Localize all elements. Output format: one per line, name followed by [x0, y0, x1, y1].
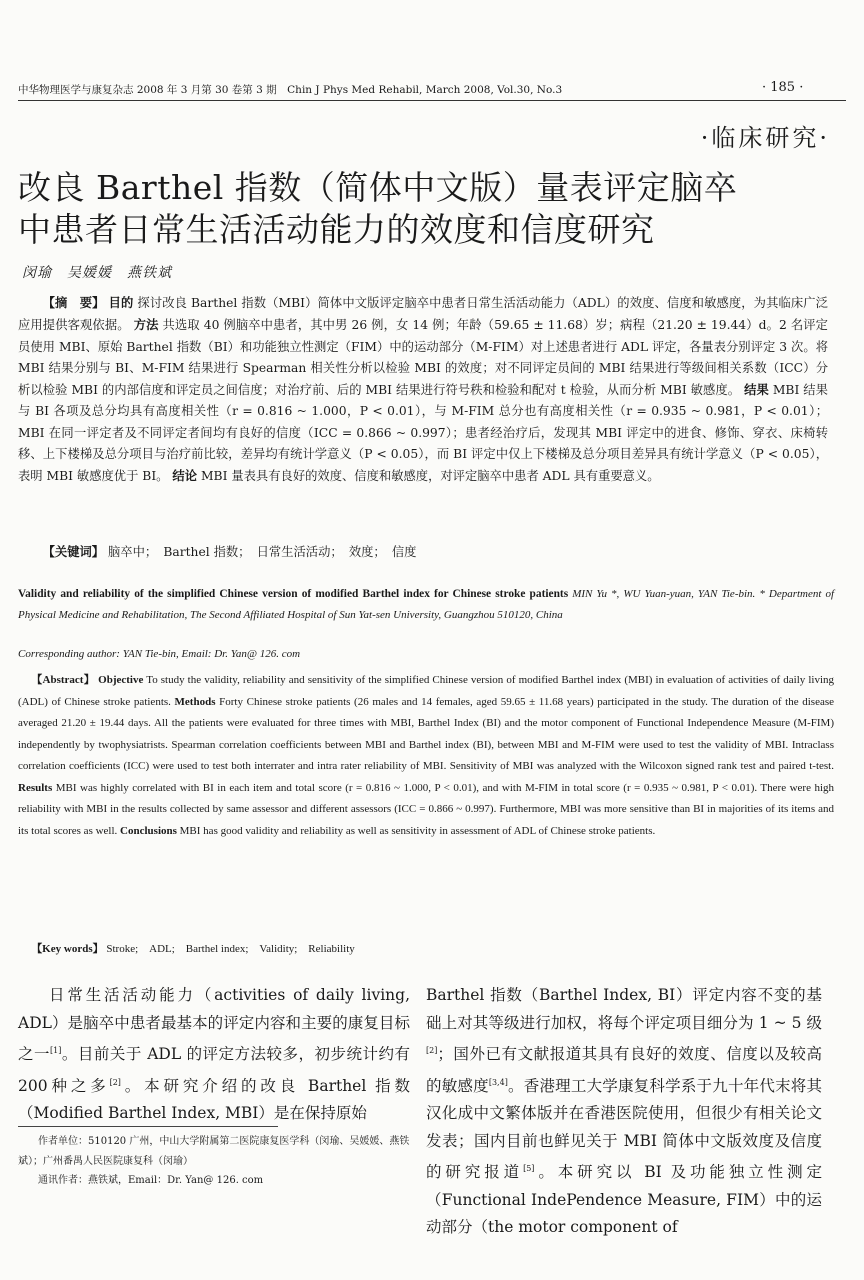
objective-label-cn: 目的: [108, 295, 134, 310]
body-right-text-3: 。香港理工大学康复科学系于九十年代末将其汉化成中文繁体版并在香港医院使用，但很少有相关论文发表；国内目前也鲜见关于 MBI 简体中文版效度及信度的研究报道: [426, 1076, 822, 1182]
footnote-corresponding: 通讯作者：燕铁斌，Email：Dr. Yan@ 126. com: [38, 1175, 264, 1186]
conclusion-en: MBI has good validity and reliability as well as sensitivity in assessment of ADL of Chinese stroke patients.: [179, 824, 656, 837]
page-number: · 185 ·: [762, 80, 804, 95]
conclusion-label-en: Conclusions: [120, 824, 177, 837]
body-left-text-2: 。目前关于 ADL 的评定方法较多，初步统计约有 200种之多: [18, 1045, 410, 1095]
abstract-en: [18, 670, 834, 842]
keywords-cn-text: 脑卒中； Barthel 指数； 日常生活活动； 效度； 信度: [108, 545, 417, 559]
methods-cn: 共选取 40 例脑卒中患者，其中男 26 例，女 14 例；年龄（59.65 ± 11.68）岁；病程（21.20 ± 19.44）d。2 名评定员使用 MBI、原始 Barthel 指数（BI）和功能独立性测定（FIM）中的运动部分（M-FIM）对上述患者进行 ADL 评定，各量表分别评定 3 次。将 MBI 结果分别与 BI、M-FIM 结果进行 Spearman 相关性分析以检验 MBI 的效度；对不同评定员间的 MBI 结果进行等级间相关系数（ICC）分析以检验 MBI 的内部信度和评定员之间信度；对治疗前、后的 MBI 结果进行符号秩和检验和配对 t 检验，从而分析 MBI 敏感度。: [18, 318, 828, 398]
section-tag: ·临床研究·: [700, 124, 830, 152]
footnote-unit: 作者单位：510120 广州，中山大学附属第二医院康复医学科（闵瑜、吴媛媛、燕铁斌）；广州番禺人民医院康复科（闵瑜）: [18, 1136, 410, 1167]
title-line-1: 改良 Barthel 指数（简体中文版）量表评定脑卒: [18, 168, 738, 207]
abstract-cn-label: 【摘 要】: [42, 295, 105, 310]
results-cn: MBI 结果与 BI 各项及总分均具有高度相关性（r = 0.816 ~ 1.000，P < 0.01），与 M-FIM 总分也有高度相关性（r = 0.935 ~ 0.981，P < 0.01）；MBI 在同一评定者及不同评定者间均有良好的信度（ICC = 0.866 ~ 0.997）；患者经治疗后，发现其 MBI 评定中的进食、修饰、穿衣、床椅转移、上下楼梯及总分项目与治疗前比较，差异均有统计学意义（P < 0.05），而 BI 评定中仅上下楼梯及总分项目差异具有统计学意义（P < 0.05），表明 MBI 敏感度优于 BI。: [18, 383, 828, 484]
body-column-right: [426, 982, 822, 1242]
body-right-text-1: Barthel 指数（Barthel Index, BI）评定内容不变的基础上对其等级进行加权，将每个评定项目细分为 1 ~ 5 级: [426, 986, 822, 1032]
body-right-text-4: 。本研究以 BI 及功能独立性测定（Functional IndePendence Measure, FIM）中的运动部分（the motor component of: [426, 1163, 822, 1237]
abstract-cn: [18, 292, 828, 488]
conclusion-label-cn: 结论: [172, 468, 198, 484]
conclusion-cn: MBI 量表具有良好的效度、信度和敏感度，对评定脑卒中患者 ADL 具有重要意义。: [200, 469, 660, 484]
citation-5: [5]: [523, 1164, 535, 1174]
authors-cn: 闵瑜 吴媛媛 燕铁斌: [22, 265, 172, 281]
results-label-en: Results: [18, 781, 53, 794]
keywords-en-label: 【Key words】: [31, 943, 104, 955]
citation-2: [2]: [109, 1077, 121, 1087]
citation-1: [1]: [50, 1046, 62, 1055]
objective-cn: 探讨改良 Barthel 指数（MBI）简体中文版评定脑卒中患者日常生活活动能力（ADL）的效度、信度和敏感度，为其临床广泛应用提供客观依据。: [18, 296, 828, 333]
body-right-text-2: ；国外已有文献报道其具有良好的效度、信度以及较高的敏感度: [426, 1045, 822, 1095]
results-label-cn: 结果: [744, 382, 769, 398]
body-left-text-3: 。本研究介绍的改良 Barthel 指数（Modified Barthel Index, MBI）是在保持原始: [18, 1076, 410, 1123]
methods-en: Forty Chinese stroke patients (26 males and 14 females, aged 59.65 ± 11.68 years) participated in the study. The duration of the disease averaged 21.20 ± 19.44 days. All the patients were evaluated for three times with MBI, Barthel Index (BI) and the motor component of Functional Independence Measure (M-FIM) independently by twophysiatrists. Spearman correlation coefficients between MBI and Barthel index (BI), between MBI and M-FIM were used to test the validity of MBI. Intraclass correlation coefficients (ICC) were used to test both interrater and intra rater reliability of MBI. Sensitivity of MBI was analyzed with the Wilcoxon signed rank test and paired t-test.: [18, 695, 835, 772]
citation-3: [2]: [426, 1046, 438, 1055]
body-column-left: [18, 982, 410, 1128]
keywords-cn-label: 【关键词】: [42, 544, 105, 559]
results-en: MBI was highly correlated with BI in each item and total score (r = 0.816 ~ 1.000, P < 0.01), and with M-FIM in total score (r = 0.935 ~ 0.981, P < 0.01). There were high reliability with MBI in the results collected by same assessor and different assessors (ICC = 0.866 ~ 0.997). Furthermore, MBI was more sensitive than BI in majorities of its items and its total scores as well.: [18, 781, 835, 837]
keywords-en-text: Stroke; ADL; Barthel index; Validity; Reliability: [106, 943, 355, 955]
english-authors: MIN Yu *, WU Yuan-yuan, YAN Tie-bin.: [572, 588, 756, 600]
methods-label-en: Methods: [174, 695, 216, 708]
running-header: 中华物理医学与康复杂志 2008 年 3 月第 30 卷第 3 期 Chin J Phys Med Rehabil, March 2008, Vol.30, No.3: [18, 84, 563, 96]
objective-label-en: Objective: [98, 674, 144, 686]
methods-label-cn: 方法: [133, 317, 159, 333]
objective-en: To study the validity, reliability and sensitivity of the simplified Chinese version of modified Barthel index (MBI) in evaluation of activities of daily living (ADL) of Chinese stroke patients.: [18, 674, 835, 708]
corresponding-author-en: Corresponding author: YAN Tie-bin, Email: Dr. Yan@ 126. com: [18, 648, 301, 660]
abstract-en-label: 【Abstract】: [31, 674, 96, 686]
header-rule: [18, 100, 846, 101]
body-left-text-1: 日常生活活动能力（activities of daily living, ADL）是脑卒中患者最基本的评定内容和主要的康复目标之一: [18, 986, 410, 1064]
citation-4: [3,4]: [488, 1077, 508, 1087]
english-title-block: [18, 584, 834, 627]
english-title: Validity and reliability of the simplified Chinese version of modified Barthel index for Chinese stroke patients: [18, 588, 569, 600]
keywords-cn: [18, 541, 828, 563]
title-line-2: 中患者日常生活活动能力的效度和信度研究: [18, 210, 655, 249]
footnote-rule: [18, 1126, 278, 1127]
keywords-en: [18, 940, 355, 956]
english-affiliation: * Department of Physical Medicine and Rehabilitation, The Second Affiliated Hospital of Sun Yat-sen University, Guangzhou 510120, China: [18, 588, 835, 622]
